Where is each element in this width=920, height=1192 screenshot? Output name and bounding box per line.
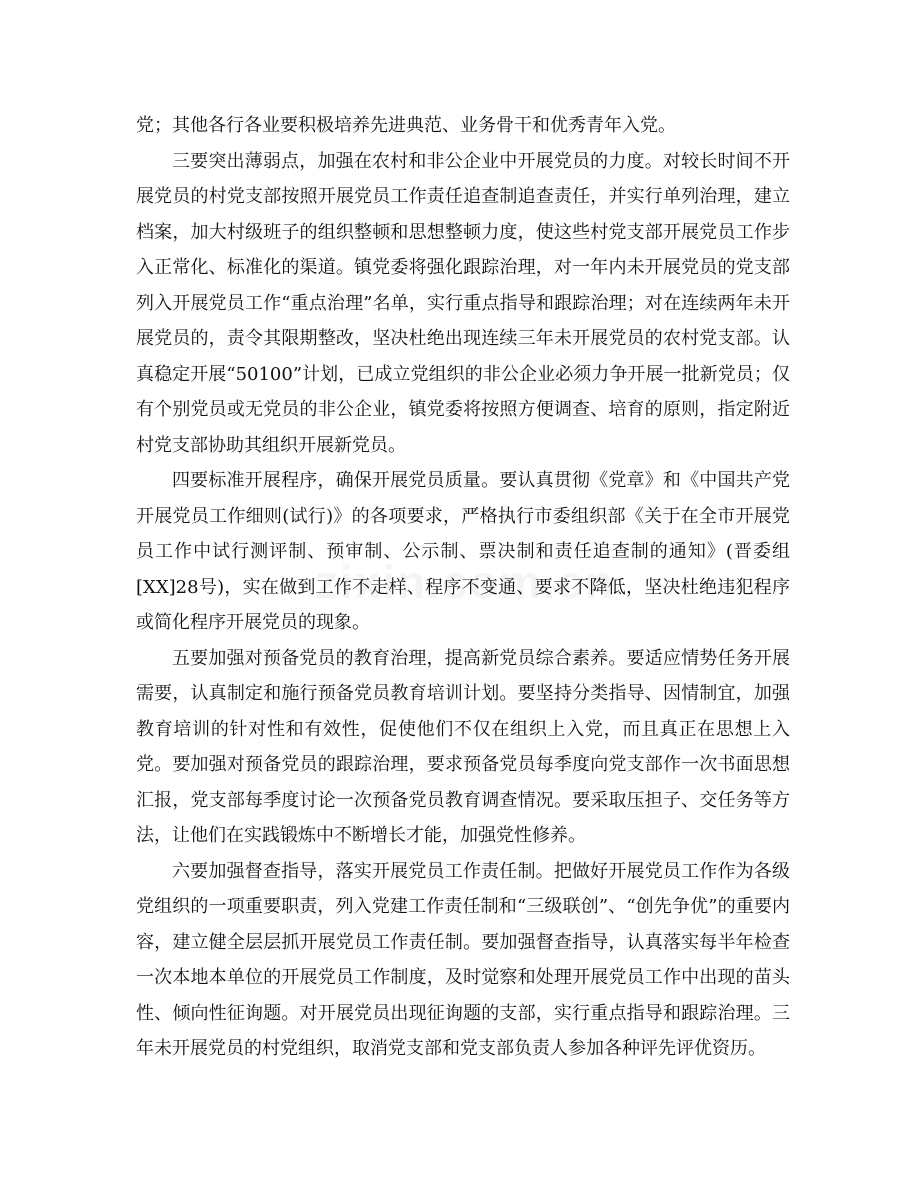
paragraph-4: 五要加强对预备党员的教育治理，提高新党员综合素养。要适应情势任务开展需要，认真制定和施行预备党员教育培训计划。要坚持分类指导、因情制宜，加强教育培训的针对性和有效性，促使他们不仅在组织上入党，而且真正在思想上入党。要加强对预备党员的跟踪治理，要求预备党员每季度向党支部作一次书面思想汇报，党支部每季度讨论一次预备党员教育调查情况。要采取压担子、交任务等方法，让他们在实践锻炼中不断增长才能，加强党性修养。 xyxy=(136,647,790,846)
document-page xyxy=(136,108,790,1067)
paragraph-1: 党；其他各行各业要积极培养先进典范、业务骨干和优秀青年入党。 xyxy=(136,115,676,136)
paragraph-2: 三要突出薄弱点，加强在农村和非公企业中开展党员的力度。对较长时间不开展党员的村党支部按照开展党员工作责任追查制追查责任，并实行单列治理，建立档案，加大村级班子的组织整顿和思想整顿力度，使这些村党支部开展党员工作步入正常化、标准化的渠道。镇党委将强化跟踪治理，对一年内未开展党员的党支部列入开展党员工作“重点治理”名单，实行重点指导和跟踪治理；对在连续两年未开展党员的，责令其限期整改，坚决杜绝出现连续三年未开展党员的农村党支部。认真稳定开展“50100”计划，已成立党组织的非公企业必须力争开展一批新党员；仅有个别党员或无党员的非公企业，镇党委将按照方便调查、培育的原则，指定附近村党支部协助其组织开展新党员。 xyxy=(136,150,790,456)
paragraph-5: 六要加强督查指导，落实开展党员工作责任制。把做好开展党员工作作为各级党组织的一项重要职责，列入党建工作责任制和“三级联创”、“创先争优”的重要内容，建立健全层层抓开展党员工作责任制。要加强督查指导，认真落实每半年检查一次本地本单位的开展党员工作制度，及时觉察和处理开展党员工作中出现的苗头性、倾向性征询题。对开展党员出现征询题的支部，实行重点指导和跟踪治理。三年未开展党员的村党组织，取消党支部和党支部负责人参加各种评先评优资历。 xyxy=(136,860,790,1059)
paragraph-3: 四要标准开展程序，确保开展党员质量。要认真贯彻《党章》和《中国共产党开展党员工作细则(试行)》的各项要求，严格执行市委组织部《关于在全市开展党员工作中试行测评制、预审制、公示制、票决制和责任追查制的通知》(晋委组[XX]28号)，实在做到工作不走样、程序不变通、要求不降低，坚决杜绝违犯程序或简化程序开展党员的现象。 xyxy=(136,470,790,633)
